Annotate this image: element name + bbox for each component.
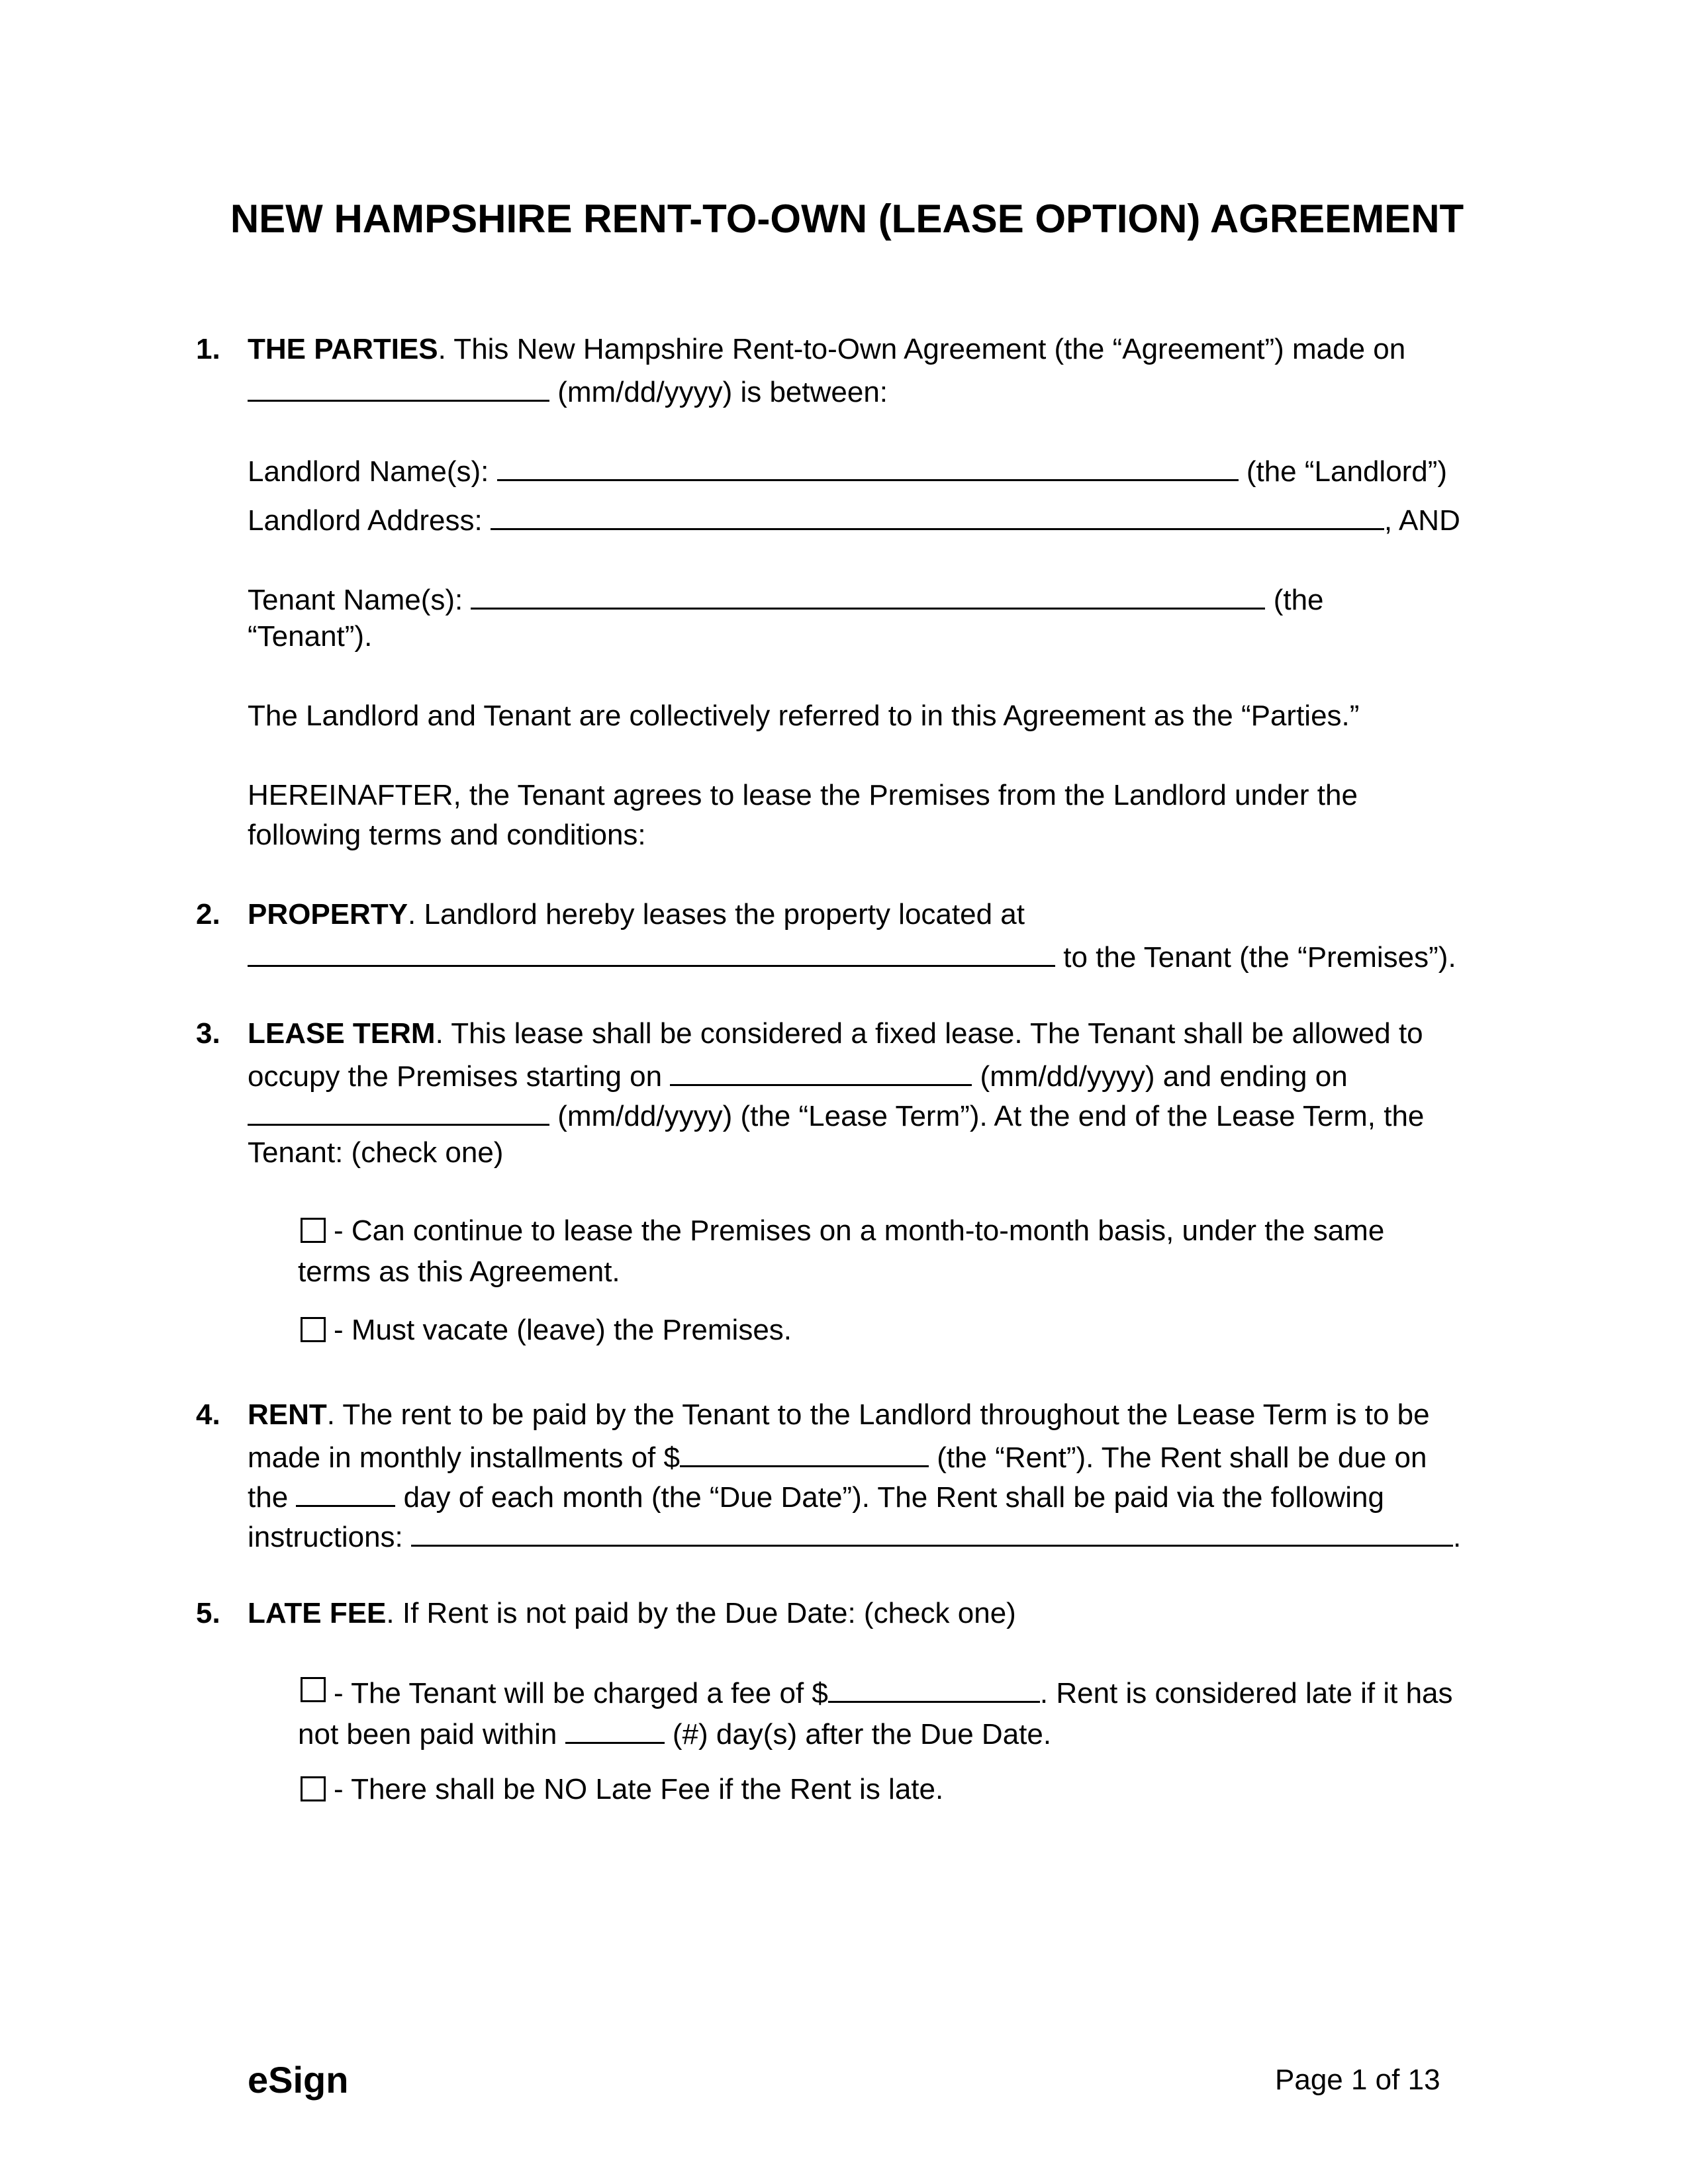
section-1-text: . This New Hampshire Rent-to-Own Agreement (the “Agreement”) made on: [438, 333, 1406, 365]
due-day-suffix: day of each month (the “Due Date”). The Rent shall be paid via the following: [395, 1481, 1384, 1514]
section-3-line-1: [248, 1014, 1423, 1054]
landlord-name-field[interactable]: [497, 449, 1239, 481]
landlord-name-suffix: (the “Landlord”): [1238, 455, 1448, 488]
payment-instructions-field[interactable]: [411, 1514, 1453, 1547]
section-3-heading: LEASE TERM: [248, 1017, 436, 1050]
landlord-name-label: Landlord Name(s):: [248, 455, 497, 488]
section-3-number: 3.: [196, 1017, 220, 1050]
section-2-line-2: [248, 934, 1456, 978]
landlord-name-row: [248, 449, 1447, 492]
section-3-line-4: Tenant: (check one): [248, 1136, 504, 1169]
late-fee-amount-suffix: . Rent is considered late if it has: [1039, 1677, 1453, 1709]
late-fee-option-line-1: [334, 1670, 1453, 1713]
tenant-name-field[interactable]: [471, 577, 1265, 610]
section-2-text: . Landlord hereby leases the property located at: [408, 898, 1025, 931]
lease-start-date-field[interactable]: [670, 1054, 972, 1086]
page-number: Page 1 of 13: [1275, 2064, 1440, 2096]
due-day-label: the: [248, 1481, 297, 1514]
section-1-line-1: [248, 330, 1405, 369]
landlord-address-suffix: , AND: [1384, 504, 1460, 537]
section-4-line-1: [248, 1395, 1430, 1435]
landlord-address-label: Landlord Address:: [248, 504, 491, 537]
must-vacate-option: - Must vacate (leave) the Premises.: [334, 1314, 792, 1346]
due-day-field[interactable]: [296, 1475, 395, 1507]
section-5-text: . If Rent is not paid by the Due Date: (check one): [386, 1597, 1016, 1629]
parties-statement: The Landlord and Tenant are collectively referred to in this Agreement as the “Parties.”: [248, 700, 1360, 732]
hereinafter-line-2: following terms and conditions:: [248, 819, 646, 851]
lease-end-date-field[interactable]: [248, 1093, 549, 1126]
section-4-line-2: [248, 1435, 1427, 1478]
section-1-line-2: [248, 369, 888, 412]
payment-instructions-suffix: .: [1452, 1521, 1462, 1553]
month-to-month-checkbox[interactable]: [301, 1218, 326, 1243]
property-suffix: to the Tenant (the “Premises”).: [1055, 941, 1456, 974]
section-1-heading: THE PARTIES: [248, 333, 438, 365]
section-1-number: 1.: [196, 333, 220, 365]
document-title: NEW HAMPSHIRE RENT-TO-OWN (LEASE OPTION) AGREEMENT: [230, 197, 1464, 241]
tenant-name-row: [248, 577, 1324, 620]
landlord-address-field[interactable]: [491, 498, 1384, 530]
section-4-text: . The rent to be paid by the Tenant to the Landlord throughout the Lease Term is to be: [326, 1398, 1430, 1431]
rent-amount-field[interactable]: [680, 1435, 929, 1467]
late-fee-checkbox[interactable]: [301, 1677, 326, 1702]
section-5-line-1: [248, 1594, 1016, 1633]
section-3-text: . This lease shall be considered a fixed lease. The Tenant shall be allowed to: [435, 1017, 1423, 1050]
agreement-date-suffix: (mm/dd/yyyy) is between:: [549, 376, 888, 408]
tenant-name-cont: “Tenant”).: [248, 620, 373, 653]
section-2-line-1: [248, 895, 1025, 934]
section-5-number: 5.: [196, 1597, 220, 1629]
late-fee-amount-field[interactable]: [828, 1670, 1040, 1703]
late-fee-option-line-2: [298, 1711, 1051, 1754]
section-5-heading: LATE FEE: [248, 1597, 387, 1629]
section-4-line-4: [248, 1514, 1461, 1557]
hereinafter-line-1: HEREINAFTER, the Tenant agrees to lease the Premises from the Landlord under the: [248, 779, 1358, 811]
payment-instructions-label: instructions:: [248, 1521, 411, 1553]
section-2-number: 2.: [196, 898, 220, 931]
section-4-heading: RENT: [248, 1398, 327, 1431]
month-to-month-option-line-2: terms as this Agreement.: [298, 1255, 620, 1288]
property-address-field[interactable]: [248, 934, 1055, 967]
section-3-line-2: [248, 1054, 1348, 1097]
lease-start-suffix: (mm/dd/yyyy) and ending on: [972, 1060, 1348, 1093]
landlord-address-row: [248, 498, 1460, 541]
no-late-fee-checkbox[interactable]: [301, 1776, 326, 1801]
must-vacate-checkbox[interactable]: [301, 1317, 326, 1342]
month-to-month-option-line-1: - Can continue to lease the Premises on a month-to-month basis, under the same: [334, 1214, 1385, 1247]
grace-days-field[interactable]: [565, 1711, 665, 1744]
agreement-date-field[interactable]: [248, 369, 549, 402]
grace-days-suffix: (#) day(s) after the Due Date.: [664, 1718, 1052, 1751]
tenant-name-label: Tenant Name(s):: [248, 584, 471, 616]
section-2-heading: PROPERTY: [248, 898, 408, 931]
tenant-name-suffix: (the: [1265, 584, 1324, 616]
section-4-number: 4.: [196, 1398, 220, 1431]
lease-start-label: occupy the Premises starting on: [248, 1060, 671, 1093]
section-3-line-3: [248, 1093, 1424, 1136]
rent-amount-suffix: (the “Rent”). The Rent shall be due on: [928, 1441, 1427, 1474]
rent-amount-label: made in monthly installments of $: [248, 1441, 680, 1474]
late-fee-amount-label: - The Tenant will be charged a fee of $: [334, 1677, 828, 1709]
lease-end-suffix: (mm/dd/yyyy) (the “Lease Term”). At the end of the Lease Term, the: [549, 1100, 1425, 1132]
grace-days-label: not been paid within: [298, 1718, 565, 1751]
esign-logo: eSign: [248, 2059, 349, 2101]
no-late-fee-option: - There shall be NO Late Fee if the Rent is late.: [334, 1773, 944, 1805]
section-4-line-3: [248, 1475, 1384, 1518]
